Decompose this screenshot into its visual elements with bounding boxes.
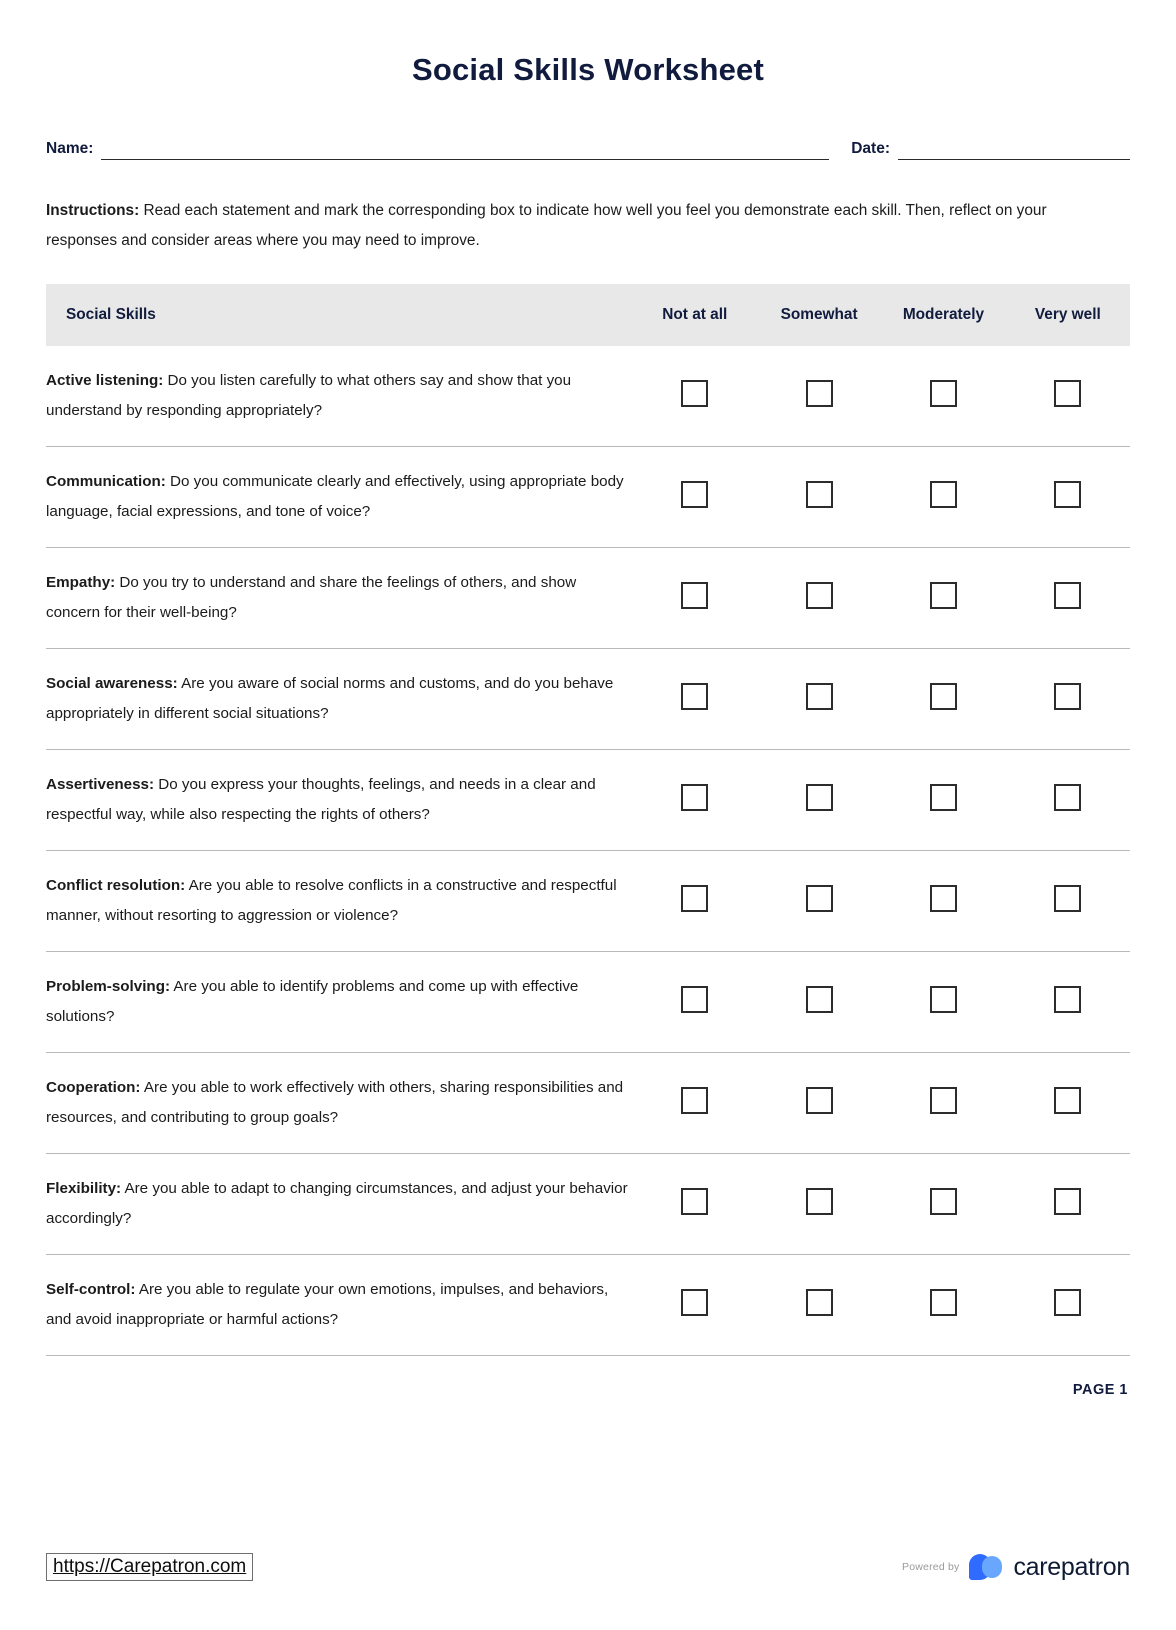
table-row	[46, 447, 1130, 548]
column-header-skills: Social Skills	[46, 284, 633, 346]
table-row	[46, 1053, 1130, 1154]
table-row	[46, 548, 1130, 649]
cell-moderately[interactable]	[881, 346, 1005, 447]
table-body	[46, 346, 1130, 1356]
date-input[interactable]	[898, 140, 1130, 160]
instructions-label: Instructions:	[46, 202, 140, 219]
checkbox-somewhat[interactable]	[806, 885, 833, 912]
checkbox-very-well[interactable]	[1054, 683, 1081, 710]
cell-very-well[interactable]	[1006, 548, 1130, 649]
checkbox-very-well[interactable]	[1054, 784, 1081, 811]
cell-very-well[interactable]	[1006, 952, 1130, 1053]
cell-moderately[interactable]	[881, 1154, 1005, 1255]
cell-somewhat[interactable]	[757, 548, 881, 649]
checkbox-somewhat[interactable]	[806, 986, 833, 1013]
cell-somewhat[interactable]	[757, 1154, 881, 1255]
skill-question: Are you able to regulate your own emotions, impulses, and behaviors, and avoid inappropriate or harmful actions?	[46, 1281, 609, 1328]
instructions	[46, 196, 1056, 256]
skill-term: Problem-solving:	[46, 978, 171, 995]
skill-question: Do you listen carefully to what others say and show that you understand by responding appropriately?	[46, 372, 572, 419]
cell-somewhat[interactable]	[757, 1053, 881, 1154]
table-header	[46, 284, 1130, 346]
cell-not-at-all[interactable]	[633, 649, 757, 750]
checkbox-somewhat[interactable]	[806, 1087, 833, 1114]
cell-not-at-all[interactable]	[633, 851, 757, 952]
skill-question: Are you aware of social norms and customs, and do you behave appropriately in different social situations?	[46, 675, 614, 722]
skill-question: Are you able to resolve conflicts in a constructive and respectful manner, without resorting to aggression or violence?	[46, 877, 617, 924]
cell-moderately[interactable]	[881, 750, 1005, 851]
skill-term: Self-control:	[46, 1281, 136, 1298]
checkbox-very-well[interactable]	[1054, 885, 1081, 912]
page-footer	[46, 1552, 1130, 1582]
cell-very-well[interactable]	[1006, 1154, 1130, 1255]
skill-description	[46, 1154, 633, 1255]
skill-term: Assertiveness:	[46, 776, 155, 793]
skills-table	[46, 284, 1130, 1356]
checkbox-somewhat[interactable]	[806, 380, 833, 407]
cell-somewhat[interactable]	[757, 346, 881, 447]
page-number: PAGE 1	[1072, 1382, 1128, 1398]
name-label: Name:	[46, 140, 94, 157]
checkbox-not-at-all[interactable]	[681, 885, 708, 912]
cell-very-well[interactable]	[1006, 447, 1130, 548]
skill-description	[46, 447, 633, 548]
cell-moderately[interactable]	[881, 952, 1005, 1053]
cell-moderately[interactable]	[881, 851, 1005, 952]
checkbox-somewhat[interactable]	[806, 481, 833, 508]
table-row	[46, 851, 1130, 952]
cell-not-at-all[interactable]	[633, 447, 757, 548]
cell-somewhat[interactable]	[757, 952, 881, 1053]
name-date-row	[46, 140, 1130, 160]
skill-description	[46, 346, 633, 447]
checkbox-not-at-all[interactable]	[681, 582, 708, 609]
checkbox-very-well[interactable]	[1054, 582, 1081, 609]
cell-somewhat[interactable]	[757, 447, 881, 548]
powered-by-label: Powered by	[902, 1561, 960, 1573]
checkbox-very-well[interactable]	[1054, 1188, 1081, 1215]
cell-moderately[interactable]	[881, 649, 1005, 750]
cell-moderately[interactable]	[881, 1053, 1005, 1154]
table-row	[46, 649, 1130, 750]
cell-very-well[interactable]	[1006, 649, 1130, 750]
cell-not-at-all[interactable]	[633, 1053, 757, 1154]
cell-not-at-all[interactable]	[633, 750, 757, 851]
skill-description	[46, 851, 633, 952]
checkbox-very-well[interactable]	[1054, 481, 1081, 508]
column-header-not-at-all: Not at all	[633, 284, 757, 346]
page-title: Social Skills Worksheet	[411, 52, 765, 87]
checkbox-not-at-all[interactable]	[681, 1087, 708, 1114]
checkbox-somewhat[interactable]	[806, 1188, 833, 1215]
checkbox-not-at-all[interactable]	[681, 784, 708, 811]
checkbox-not-at-all[interactable]	[681, 380, 708, 407]
checkbox-very-well[interactable]	[1054, 1087, 1081, 1114]
checkbox-moderately[interactable]	[930, 380, 957, 407]
skill-term: Empathy:	[46, 574, 116, 591]
skill-question: Are you able to work effectively with others, sharing responsibilities and resources, and contributing to group goals?	[46, 1079, 624, 1126]
instructions-text: Read each statement and mark the corresponding box to indicate how well you feel you demonstrate each skill. Then, reflect on your responses and consider areas where you may need to improve.	[46, 202, 1047, 249]
brand-name: carepatron	[1013, 1552, 1130, 1581]
checkbox-not-at-all[interactable]	[681, 1188, 708, 1215]
cell-not-at-all[interactable]	[633, 548, 757, 649]
checkbox-not-at-all[interactable]	[681, 986, 708, 1013]
cell-not-at-all[interactable]	[633, 1255, 757, 1356]
skill-description	[46, 548, 633, 649]
skill-term: Flexibility:	[46, 1180, 122, 1197]
cell-moderately[interactable]	[881, 1255, 1005, 1356]
cell-somewhat[interactable]	[757, 649, 881, 750]
checkbox-moderately[interactable]	[930, 885, 957, 912]
checkbox-somewhat[interactable]	[806, 1289, 833, 1316]
cell-somewhat[interactable]	[757, 851, 881, 952]
checkbox-somewhat[interactable]	[806, 784, 833, 811]
checkbox-very-well[interactable]	[1054, 986, 1081, 1013]
checkbox-very-well[interactable]	[1054, 380, 1081, 407]
cell-very-well[interactable]	[1006, 346, 1130, 447]
skill-term: Social awareness:	[46, 675, 178, 692]
checkbox-moderately[interactable]	[930, 1289, 957, 1316]
skill-description	[46, 1255, 633, 1356]
table-row	[46, 1154, 1130, 1255]
skill-question: Do you try to understand and share the feelings of others, and show concern for their well-being?	[46, 574, 577, 621]
table-row	[46, 1255, 1130, 1356]
checkbox-not-at-all[interactable]	[681, 481, 708, 508]
table-row	[46, 346, 1130, 447]
date-label: Date:	[851, 140, 890, 157]
table-row	[46, 750, 1130, 851]
carepatron-logo-icon	[969, 1552, 1003, 1582]
skill-term: Active listening:	[46, 372, 164, 389]
skill-question: Are you able to adapt to changing circumstances, and adjust your behavior accordingly?	[46, 1180, 628, 1227]
cell-moderately[interactable]	[881, 447, 1005, 548]
skill-description	[46, 952, 633, 1053]
skill-question: Do you express your thoughts, feelings, and needs in a clear and respectful way, while also respecting the rights of others?	[46, 776, 596, 823]
brand-block	[902, 1552, 1130, 1582]
cell-very-well[interactable]	[1006, 1053, 1130, 1154]
skill-description	[46, 649, 633, 750]
cell-very-well[interactable]	[1006, 1255, 1130, 1356]
skill-description	[46, 1053, 633, 1154]
column-header-very-well: Very well	[1006, 284, 1130, 346]
checkbox-moderately[interactable]	[930, 683, 957, 710]
cell-somewhat[interactable]	[757, 1255, 881, 1356]
checkbox-moderately[interactable]	[930, 1087, 957, 1114]
checkbox-not-at-all[interactable]	[681, 683, 708, 710]
carepatron-link[interactable]: https://Carepatron.com	[46, 1553, 253, 1581]
checkbox-very-well[interactable]	[1054, 1289, 1081, 1316]
skill-question: Are you able to identify problems and come up with effective solutions?	[46, 978, 579, 1025]
column-header-moderately: Moderately	[881, 284, 1005, 346]
skill-term: Communication:	[46, 473, 166, 490]
cell-very-well[interactable]	[1006, 851, 1130, 952]
checkbox-moderately[interactable]	[930, 481, 957, 508]
skill-question: Do you communicate clearly and effectively, using appropriate body language, facial expressions, and tone of voice?	[46, 473, 624, 520]
skill-description	[46, 750, 633, 851]
skill-term: Conflict resolution:	[46, 877, 186, 894]
checkbox-not-at-all[interactable]	[681, 1289, 708, 1316]
checkbox-moderately[interactable]	[930, 1188, 957, 1215]
checkbox-moderately[interactable]	[930, 784, 957, 811]
checkbox-somewhat[interactable]	[806, 683, 833, 710]
cell-not-at-all[interactable]	[633, 952, 757, 1053]
cell-moderately[interactable]	[881, 548, 1005, 649]
cell-somewhat[interactable]	[757, 750, 881, 851]
table-row	[46, 952, 1130, 1053]
cell-very-well[interactable]	[1006, 750, 1130, 851]
cell-not-at-all[interactable]	[633, 346, 757, 447]
cell-not-at-all[interactable]	[633, 1154, 757, 1255]
checkbox-somewhat[interactable]	[806, 582, 833, 609]
name-input[interactable]	[101, 140, 829, 160]
checkbox-moderately[interactable]	[930, 582, 957, 609]
checkbox-moderately[interactable]	[930, 986, 957, 1013]
skill-term: Cooperation:	[46, 1079, 141, 1096]
column-header-somewhat: Somewhat	[757, 284, 881, 346]
